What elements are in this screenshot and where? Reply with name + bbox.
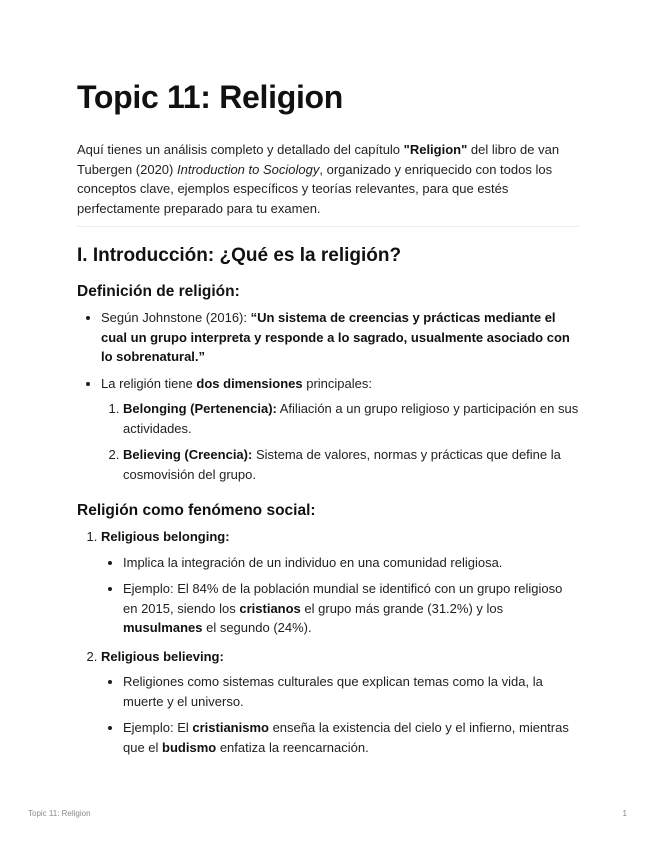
list-item-religious-belonging <box>101 527 579 638</box>
section-heading-introduccion: I. Introducción: ¿Qué es la religión? <box>77 245 402 266</box>
belonging-example-text-2: el grupo más grande (31.2%) y los <box>300 600 504 616</box>
term-musulmanes: musulmanes <box>123 620 203 635</box>
intro-text-2: del libro de van Tubergen (2020) <box>77 142 560 177</box>
document-page <box>77 76 579 764</box>
intro-text-1: Aquí tienes un análisis completo y detallado del capítulo <box>77 142 404 157</box>
believing-example-text-1: Ejemplo: El <box>123 720 193 735</box>
list-item-religious-believing <box>101 647 579 758</box>
list-item-believing-systems <box>123 672 579 711</box>
believing-text: Sistema de valores, normas y prácticas que define la cosmovisión del grupo. <box>123 447 561 482</box>
list-item-dimensions <box>101 374 579 485</box>
believing-example-text-3: enfatiza la reencarnación. <box>216 739 369 755</box>
believing-example-text-2: enseña la existencia del cielo y el infierno, mientras que el <box>123 720 569 755</box>
subheading-definicion: Definición de religión: <box>77 283 240 300</box>
footer-page-number: 1 <box>622 809 627 818</box>
believing-details-list <box>101 672 579 757</box>
believing-systems-text: Religiones como sistemas culturales que explican temas como la vida, la muerte y el universo. <box>123 674 543 709</box>
page-title: Topic 11: Religion <box>77 79 344 115</box>
dimensions-text-2: principales: <box>302 375 372 391</box>
list-item-believing <box>123 445 579 484</box>
definition-list <box>77 308 579 484</box>
subheading-fenomeno-social: Religión como fenómeno social: <box>77 502 316 519</box>
believing-label: Believing (Creencia): <box>123 447 253 462</box>
dimensions-bold: dos dimensiones <box>196 375 303 391</box>
list-item-belonging-integration <box>123 553 579 573</box>
dimensions-text-1: La religión tiene <box>101 375 197 391</box>
intro-paragraph <box>77 140 579 227</box>
belonging-label: Belonging (Pertenencia): <box>123 401 277 416</box>
intro-book-title: Introduction to Sociology <box>176 161 320 177</box>
belonging-text: Afiliación a un grupo religioso y participación en sus actividades. <box>123 401 579 436</box>
list-item-belonging-example <box>123 579 579 638</box>
dimensions-list <box>101 399 579 484</box>
term-cristianos: cristianos <box>239 600 301 616</box>
johnstone-quote: “Un sistema de creencias y prácticas mediante el cual un grupo interpreta y responde a lo sagrado, usualmente asociado con lo sobrenatural.” <box>101 310 570 364</box>
footer-document-title: Topic 11: Religion <box>28 809 91 818</box>
term-cristianismo: cristianismo <box>192 720 269 735</box>
johnstone-citation: Según Johnstone (2016): <box>101 310 251 325</box>
list-item-believing-example <box>123 718 579 757</box>
list-item-johnstone <box>101 308 579 367</box>
intro-text-3: , organizado y enriquecido con todos los conceptos clave, ejemplos específicos y teorías relevantes, para que estés perfectamente preparado para tu examen. <box>77 161 553 216</box>
list-item-belonging <box>123 399 579 438</box>
religious-belonging-label: Religious belonging: <box>101 529 230 544</box>
religious-believing-label: Religious believing: <box>101 648 224 664</box>
belonging-example-text-1: Ejemplo: El 84% de la población mundial se identificó con un grupo religioso en 2015, siendo los <box>123 581 563 616</box>
intro-chapter-name: "Religion" <box>403 142 468 157</box>
social-phenomenon-list <box>77 527 579 757</box>
term-budismo: budismo <box>162 739 217 755</box>
belonging-details-list <box>101 553 579 638</box>
belonging-example-text-3: el segundo (24%). <box>202 620 312 635</box>
belonging-integration-text: Implica la integración de un individuo en una comunidad religiosa. <box>123 554 503 570</box>
